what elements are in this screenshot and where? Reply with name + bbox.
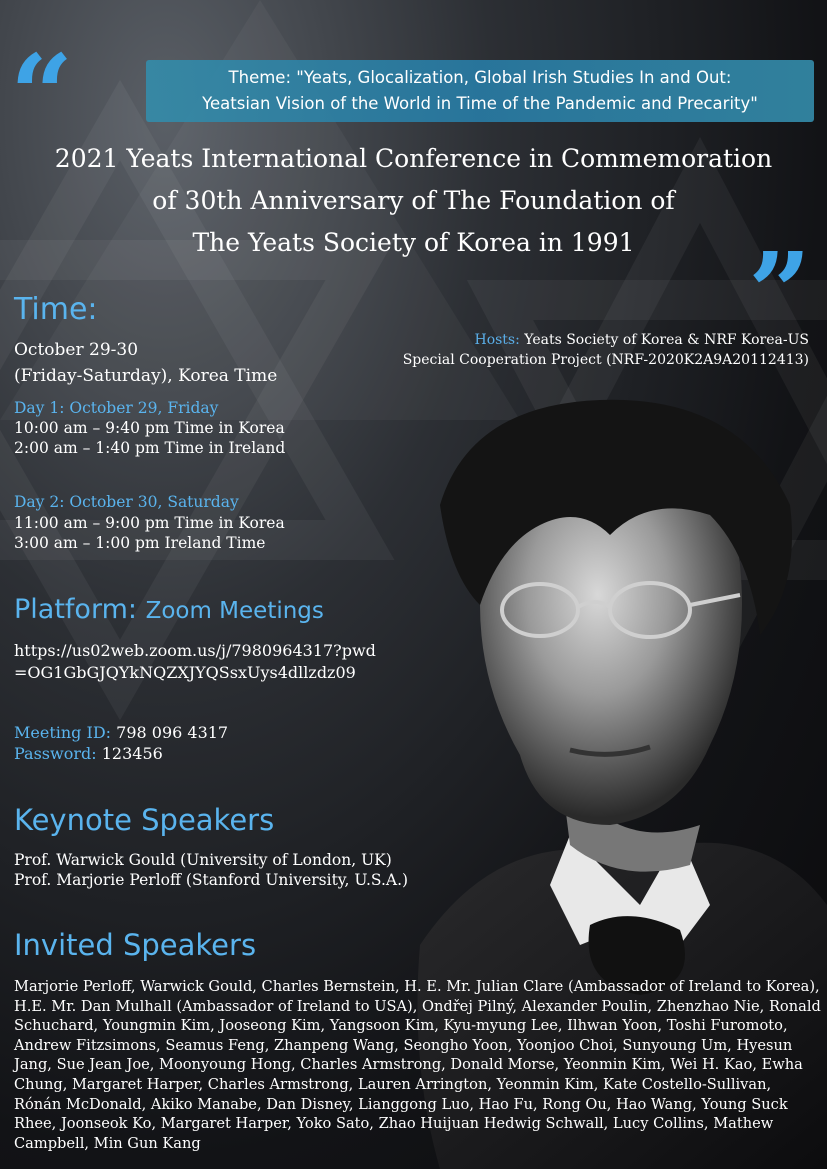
password-label: Password: <box>14 744 97 763</box>
keynote-speaker-1: Prof. Warwick Gould (University of London, UK) <box>14 851 392 869</box>
day2-label: Day 2: October 30, Saturday <box>14 493 239 511</box>
theme-line-2: Yeatsian Vision of the World in Time of the Pandemic and Precarity" <box>202 94 758 113</box>
time-heading: Time: <box>14 292 98 327</box>
zoom-link[interactable]: https://us02web.zoom.us/j/7980964317?pwd=OG1GbGJQYkNQZXJYQSsxUys4dllzdz09 <box>14 641 376 682</box>
time-days: (Friday-Saturday), Korea Time <box>14 366 278 386</box>
meeting-id-value: 798 096 4317 <box>116 723 229 742</box>
platform-label: Platform: <box>14 594 137 625</box>
invited-heading: Invited Speakers <box>14 928 257 962</box>
meeting-id-label: Meeting ID: <box>14 723 112 742</box>
title-line-1: 2021 Yeats International Conference in Commemoration <box>54 144 773 173</box>
open-quote-icon: “ <box>10 30 74 159</box>
password-value: 123456 <box>101 744 163 763</box>
theme-banner <box>146 60 814 122</box>
title-line-2: of 30th Anniversary of The Foundation of <box>152 186 675 215</box>
theme-line-1: Theme: "Yeats, Glocalization, Global Irish Studies In and Out: <box>228 68 732 87</box>
keynote-speaker-2: Prof. Marjorie Perloff (Stanford University, U.S.A.) <box>14 871 409 889</box>
time-dates: October 29-30 <box>14 340 139 360</box>
keynote-heading: Keynote Speakers <box>14 803 275 837</box>
hosts-line-1: Yeats Society of Korea & NRF Korea-US <box>524 332 809 348</box>
title-line-3: The Yeats Society of Korea in 1991 <box>192 228 635 257</box>
invited-speakers-list: Marjorie Perloff, Warwick Gould, Charles Bernstein, H. E. Mr. Julian Clare (Ambassador of Ireland to Korea), H.E. Mr. Dan Mulhall (Ambassador of Ireland to USA), Ondřej Pilný, Alexander Poulin, Zhenzhao Nie, Ronald Schuchard, Youngmin Kim, Jooseong Kim, Yangsoon Kim, Kyu-myung Lee, Ilhwan Yoon, Toshi Furomoto, Andrew Fitzsimons, Seamus Feng, Zhanpeng Wang, Seongho Yoon, Yoonjoo Choi, Sunyoung Um, Hyesun Jang, Sue Jean Joe, Moonyoung Hong, Charles Armstrong, Donald Morse, Yeonmin Kim, Wei H. Kao, Ewha Chung, Margaret Harper, Charles Armstrong, Lauren Arrington, Yeonmin Kim, Kate Costello-Sullivan, Rónán McDonald, Akiko Manabe, Dan Disney, Lianggong Luo, Hao Fu, Rong Ou, Hao Wang, Young Suck Rhee, Joonseok Ko, Margaret Harper, Yoko Sato, Zhao Huijuan Hedwig Schwall, Lucy Collins, Mathew Campbell, Min Gun Kang <box>14 978 821 1152</box>
close-quote-icon: ” <box>748 228 812 357</box>
day1-ireland: 2:00 am – 1:40 pm Time in Ireland <box>14 439 286 457</box>
conference-title <box>0 138 827 264</box>
hosts-label: Hosts: <box>474 332 520 348</box>
day2-ireland: 3:00 am – 1:00 pm Ireland Time <box>14 534 266 552</box>
day1-label: Day 1: October 29, Friday <box>14 399 219 417</box>
day2-korea: 11:00 am – 9:00 pm Time in Korea <box>14 514 285 532</box>
hosts-block <box>403 330 809 370</box>
password-row <box>14 744 163 764</box>
hosts-line-2: Special Cooperation Project (NRF-2020K2A9A20112413) <box>402 352 809 368</box>
day1-korea: 10:00 am – 9:40 pm Time in Korea <box>14 419 285 437</box>
platform-heading <box>14 594 324 625</box>
platform-name: Zoom Meetings <box>145 598 324 624</box>
meeting-id-row <box>14 723 228 743</box>
